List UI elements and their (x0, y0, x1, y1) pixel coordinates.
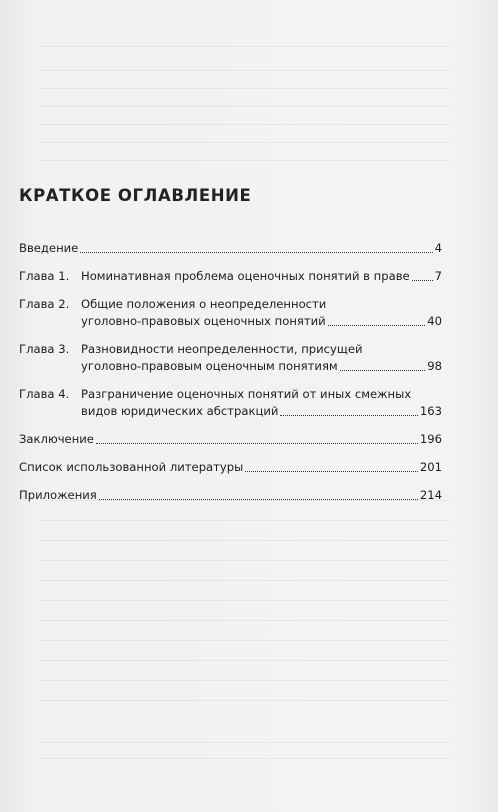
chapter-title-continued: уголовно-правовым оценочным понятиям (81, 359, 338, 373)
chapter-label: Глава 1. (19, 269, 70, 283)
toc-entry-chapter-3[interactable] (19, 341, 442, 375)
toc-entry-chapter-2[interactable] (19, 296, 442, 330)
toc-page-number: 4 (434, 241, 442, 255)
toc-page-number: 201 (419, 460, 442, 474)
chapter-label: Глава 3. (19, 342, 70, 356)
toc-entry-chapter-1[interactable] (19, 268, 442, 285)
chapter-title: Разграничение оценочных понятий от иных смежных (81, 387, 412, 401)
toc-leader-dots (412, 280, 433, 281)
toc-entry-text: Заключение (19, 432, 94, 446)
table-of-contents (19, 240, 442, 515)
chapter-title-continued: уголовно-правовых оценочных понятий (81, 314, 326, 328)
toc-page-number: 40 (427, 314, 442, 328)
toc-leader-dots (96, 443, 418, 444)
toc-leader-dots (328, 325, 426, 326)
toc-leader-dots (245, 471, 418, 472)
toc-entry-bibliography[interactable] (19, 459, 442, 476)
toc-leader-dots (340, 370, 426, 371)
toc-entry-chapter-4[interactable] (19, 386, 442, 420)
toc-leader-dots (280, 415, 417, 416)
toc-page-number: 7 (434, 269, 442, 283)
toc-page-number: 163 (419, 404, 442, 418)
toc-entry-conclusion[interactable] (19, 431, 442, 448)
chapter-title: Разновидности неопределенности, присущей (81, 342, 363, 356)
toc-leader-dots (99, 499, 418, 500)
toc-entry-text: Введение (19, 241, 79, 255)
chapter-title: Общие положения о неопределенности (81, 297, 327, 311)
chapter-title-continued: видов юридических абстракций (81, 404, 279, 418)
toc-entry-appendix[interactable] (19, 487, 442, 504)
chapter-label: Глава 4. (19, 387, 70, 401)
toc-page-number: 196 (419, 432, 442, 446)
toc-page-number: 214 (419, 488, 442, 502)
toc-entry-text: Список использованной литературы (19, 460, 244, 474)
chapter-label: Глава 2. (19, 297, 70, 311)
toc-page-number: 98 (427, 359, 442, 373)
toc-title: КРАТКОЕ ОГЛАВЛЕНИЕ (19, 186, 252, 205)
toc-leader-dots (80, 252, 432, 253)
chapter-title: Номинативная проблема оценочных понятий в праве (81, 269, 410, 283)
toc-entry-text: Приложения (19, 488, 97, 502)
toc-entry-intro[interactable] (19, 240, 442, 257)
